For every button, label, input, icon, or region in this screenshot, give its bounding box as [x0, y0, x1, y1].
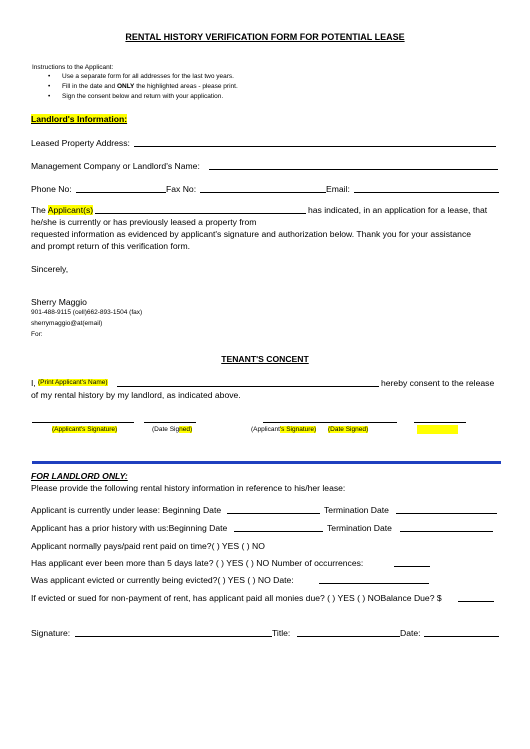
- q2-termination-date-field[interactable]: [400, 531, 493, 532]
- q1-beginning-date-field[interactable]: [227, 513, 320, 514]
- phone-field[interactable]: [76, 192, 166, 193]
- email-label: Email:: [326, 184, 350, 194]
- instructions-heading: Instructions to the Applicant:: [32, 64, 114, 71]
- date-signed-label-2: (Date Signed): [328, 426, 369, 433]
- applicant-signature-line-1[interactable]: [32, 422, 134, 423]
- sender-phones: 901-488-9115 (cell)662-893-1504 (fax): [31, 309, 143, 316]
- instruction-bullet-1: • Use a separate form for all addresses for the last two years.: [62, 73, 234, 80]
- sincerely: Sincerely,: [31, 264, 69, 274]
- leased-property-label: Leased Property Address:: [31, 138, 130, 148]
- q1-termination-date-field[interactable]: [396, 513, 497, 514]
- page-title: RENTAL HISTORY VERIFICATION FORM FOR POTENTIAL LEASE: [125, 32, 405, 42]
- q4-occurrences-field[interactable]: [394, 566, 430, 567]
- section-divider: [32, 461, 501, 464]
- q2-termination-label: Termination Date: [327, 523, 392, 533]
- q3-label: Applicant normally pays/paid rent paid on time?( ) YES ( ) NO: [31, 541, 265, 551]
- signature-label: Signature:: [31, 628, 71, 638]
- signature-field[interactable]: [75, 636, 272, 637]
- consent-line-2: of my rental history by my landlord, as indicated above.: [31, 390, 241, 400]
- management-company-label: Management Company or Landlord's Name:: [31, 161, 200, 171]
- fax-field[interactable]: [200, 192, 326, 193]
- management-company-field[interactable]: [209, 169, 498, 170]
- print-name-field[interactable]: [117, 386, 379, 387]
- q6-balance-field[interactable]: [458, 601, 494, 602]
- date-label: Date:: [400, 628, 421, 638]
- paragraph-line-4: and prompt return of this verification form.: [31, 241, 191, 251]
- q1-label: Applicant is currently under lease: Beginning Date: [31, 505, 222, 515]
- title-field[interactable]: [297, 636, 400, 637]
- date-field[interactable]: [424, 636, 499, 637]
- fax-label: Fax No:: [166, 184, 197, 194]
- q5-label: Was applicant evicted or currently being evicted?( ) YES ( ) NO Date:: [31, 575, 294, 585]
- print-name-highlight: (Print Applicant's Name): [38, 379, 108, 386]
- tenant-consent-heading: TENANT'S CONCENT: [221, 354, 309, 364]
- sender-name: Sherry Maggio: [31, 297, 87, 307]
- applicant-signature-label-2: (Applicant's Signature): [251, 426, 317, 433]
- instruction-bullet-2: • Fill in the date and ONLY the highlighted areas - please print.: [62, 83, 238, 90]
- consent-tail: hereby consent to the release: [381, 378, 495, 388]
- sender-for: For:: [31, 331, 43, 338]
- q2-beginning-date-field[interactable]: [234, 531, 323, 532]
- q1-termination-label: Termination Date: [324, 505, 389, 515]
- landlord-only-heading: FOR LANDLORD ONLY:: [31, 471, 128, 481]
- phone-label: Phone No:: [31, 184, 72, 194]
- tenant-i: I,: [31, 378, 36, 388]
- applicant-signature-label-1: (Applicant's Signature): [52, 426, 118, 433]
- email-field[interactable]: [354, 192, 499, 193]
- q2-label: Applicant has a prior history with us:Beginning Date: [31, 523, 228, 533]
- q6-label: If evicted or sued for non-payment of rent, has applicant paid all monies due? ( ) YES ( ) NOBalance Due? $: [31, 593, 442, 603]
- leased-property-field[interactable]: [134, 146, 496, 147]
- applicant-name-field[interactable]: [95, 213, 306, 214]
- date-signed-line-2[interactable]: [414, 422, 466, 423]
- applicant-signature-line-2[interactable]: [263, 422, 397, 423]
- blank-highlight: [417, 425, 458, 434]
- paragraph-line-1: The Applicant(s): [31, 205, 94, 215]
- landlord-only-intro: Please provide the following rental history information in reference to his/her lease:: [31, 483, 346, 493]
- sender-email: sherrymaggio@at(email): [31, 320, 103, 327]
- paragraph-line-1-tail: has indicated, in an application for a lease, that: [308, 205, 488, 215]
- instruction-bullet-3: • Sign the consent below and return with your application.: [62, 93, 223, 100]
- date-signed-line-1[interactable]: [144, 422, 196, 423]
- q4-label: Has applicant ever been more than 5 days late? ( ) YES ( ) NO Number of occurrences:: [31, 558, 364, 568]
- title-label: Title:: [272, 628, 291, 638]
- paragraph-line-3: requested information as evidenced by applicant's signature and authorization below. Thank you for your assistance: [31, 229, 472, 239]
- q5-date-field[interactable]: [319, 583, 429, 584]
- applicant-highlight: Applicant(s): [47, 205, 94, 215]
- date-signed-label-1: (Date Signed): [152, 426, 193, 433]
- landlord-info-heading: Landlord's Information:: [31, 114, 128, 124]
- paragraph-line-2: he/she is currently or has previously leased a property from: [31, 217, 257, 227]
